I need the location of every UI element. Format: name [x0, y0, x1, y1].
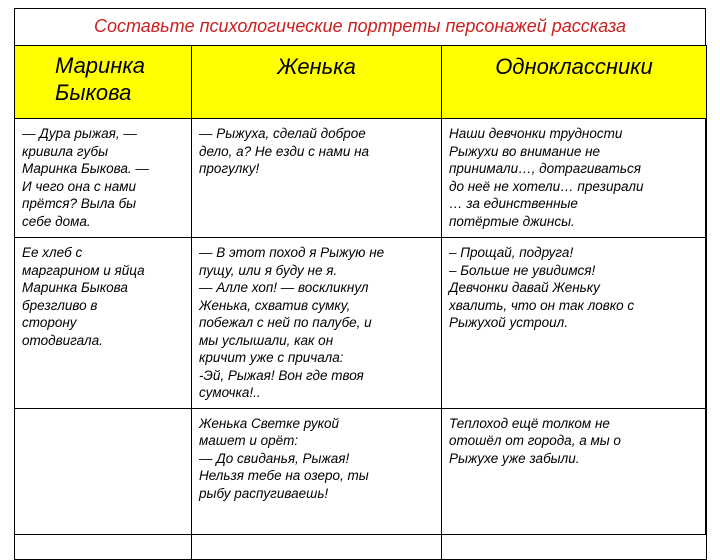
table-cell: — Дура рыжая, — кривила губы Маринка Быкова. — И чего она с нами прётся? Выла бы себе дома.	[15, 119, 192, 238]
table-row	[15, 119, 707, 238]
table-row	[15, 238, 707, 409]
table-cell: Женька Светке рукой машет и орёт: — До свиданья, Рыжая! Нельзя тебе на озеро, ты рыбу распугиваешь!	[192, 408, 442, 559]
header-zhenka: Женька	[192, 46, 442, 119]
page-title: Составьте психологические портреты персонажей рассказа	[93, 16, 627, 36]
header-row	[15, 46, 707, 119]
table-cell: Наши девчонки трудности Рыжухи во внимание не принимали…, дотрагиваться до неё не хотели… презирали … за единственные потёртые джинсы.	[442, 119, 707, 238]
header-classmates: Одноклассники	[442, 46, 707, 119]
character-table	[14, 45, 707, 560]
table-cell	[15, 408, 192, 559]
table-cell: — В этот поход я Рыжую не пущу, или я буду не я. — Алле хоп! — воскликнул Женька, схватив сумку, побежал с ней по палубе, и мы услышали, как он кричит уже с причала: -Эй, Рыжая! Вон где твоя сумочка!..	[192, 238, 442, 409]
header-marinka: Маринка Быкова	[15, 46, 192, 119]
table-cell: Теплоход ещё толком не отошёл от города, а мы о Рыжухе уже забыли.	[442, 408, 707, 559]
table-row	[15, 408, 707, 559]
table-cell: Ее хлеб с маргарином и яйца Маринка Быкова брезгливо в сторону отодвигала.	[15, 238, 192, 409]
table-cell: – Прощай, подруга! – Больше не увидимся! Девчонки давай Женьку хвалить, что он так ловко с Рыжухой устроил.	[442, 238, 707, 409]
table-cell: — Рыжуха, сделай доброе дело, а? Не езди с нами на прогулку!	[192, 119, 442, 238]
